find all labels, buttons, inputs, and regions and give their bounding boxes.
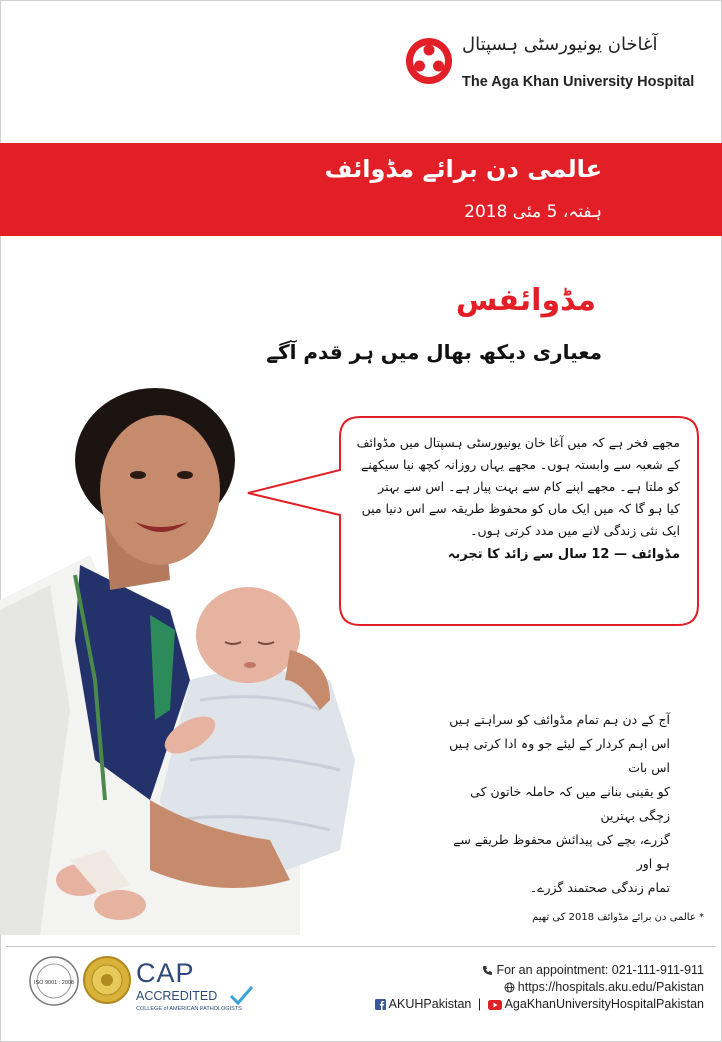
akuh-logo-icon xyxy=(404,36,454,86)
cap-accreditation-logo xyxy=(136,958,256,1010)
social-separator: | xyxy=(477,997,482,1011)
appointment-phone[interactable]: For an appointment: 021-111-911-911 xyxy=(496,963,704,977)
brand-heading: مڈوائفس xyxy=(455,283,596,318)
youtube-link[interactable]: AgaKhanUniversityHospitalPakistan xyxy=(504,997,704,1011)
footer-divider xyxy=(6,946,716,947)
cap-title: CAP xyxy=(136,958,195,988)
body-line: تمام زندگی صحتمند گزرے۔ xyxy=(529,880,670,895)
banner-date: ہفتہ، 5 مئی 2018 xyxy=(464,202,602,222)
iso-seal-text: ISO 9001 : 2008 xyxy=(33,980,75,986)
logo-urdu-name: آغاخان یونیورسٹی ہسپتال xyxy=(462,34,658,55)
cap-accredited-label: ACCREDITED xyxy=(136,989,218,1003)
social-row xyxy=(375,996,704,1013)
body-line: گزرے، بچے کی پیدائش محفوظ طریقے سے ہو اور xyxy=(453,832,670,871)
globe-icon xyxy=(504,982,515,993)
body-line: کو یقینی بنانے میں کہ حاملہ خاتون کی زچگی بہترین xyxy=(470,784,670,823)
quote-line: کے شعبہ سے وابستہ ہوں۔ مجھے یہاں روزانہ کچھ نیا سیکھنے xyxy=(361,457,680,472)
appointment-row xyxy=(375,962,704,979)
event-banner xyxy=(0,143,722,236)
banner-title: عالمی دن برائے مڈوائف xyxy=(324,155,602,183)
hospital-logo xyxy=(390,30,710,115)
website-link[interactable]: https://hospitals.aku.edu/Pakistan xyxy=(517,980,704,994)
contact-info xyxy=(375,962,704,1013)
phone-icon xyxy=(482,965,493,976)
body-line: آج کے دن ہم تمام مڈوائف کو سراہتے ہیں xyxy=(449,712,670,727)
iso-certification-seal-icon xyxy=(28,955,80,1007)
website-row xyxy=(375,979,704,996)
body-line: اس اہم کردار کے لیئے جو وہ ادا کرتی ہیں اس بات xyxy=(449,736,670,775)
facebook-link[interactable]: AKUHPakistan xyxy=(388,997,472,1011)
youtube-icon xyxy=(488,1000,502,1010)
quote-line: ایک نئی زندگی لانے میں مدد کرتی ہوں۔ xyxy=(470,523,680,538)
theme-footnote: * عالمی دن برائے مڈوائف 2018 کی تھیم xyxy=(532,912,704,923)
quote-signature: مڈوائف — 12 سال سے زائد کا تجربہ xyxy=(447,547,680,562)
tagline: معیاری دیکھ بھال میں ہر قدم آگے xyxy=(266,340,602,364)
quote-line: کو ملتا ہے۔ مجھے اپنے کام سے بہت پیار ہے۔ اس سے بہتر xyxy=(378,479,680,494)
midwife-quote xyxy=(350,432,680,566)
cap-org-name: COLLEGE of AMERICAN PATHOLOGISTS xyxy=(136,1006,242,1012)
logo-english-name: The Aga Khan University Hospital xyxy=(462,74,695,90)
facebook-icon xyxy=(375,999,386,1010)
tribute-paragraph xyxy=(440,708,670,900)
checkmark-icon xyxy=(228,984,254,1006)
jci-gold-seal-icon xyxy=(82,955,132,1005)
quote-line: کیا ہو گا کہ میں ایک ماں کو محفوظ طریقہ سے اس دنیا میں xyxy=(361,501,680,516)
quote-line: مجھے فخر ہے کہ میں آغا خان یونیورسٹی ہسپتال میں مڈوائف xyxy=(356,435,680,450)
